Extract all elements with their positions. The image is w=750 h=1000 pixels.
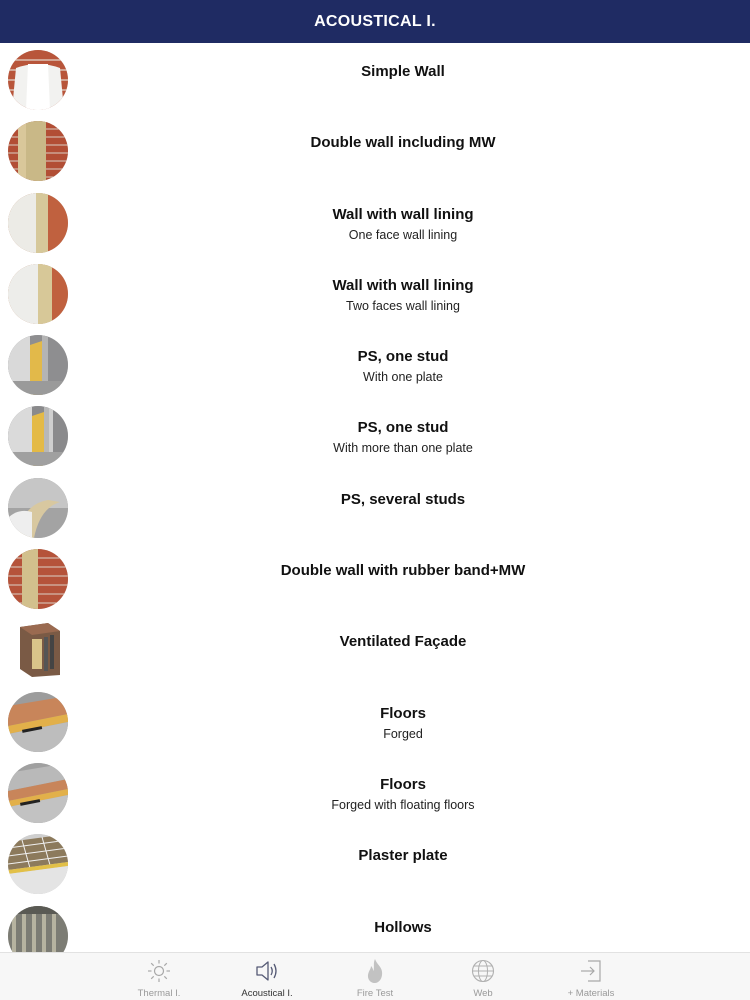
item-subtitle: With one plate [363,370,443,385]
item-title: Wall with wall lining [332,276,474,294]
tab-acoustical[interactable] [213,953,321,1000]
construction-list[interactable] [0,43,750,952]
tab-bar [0,952,750,1000]
sun-icon [145,957,173,985]
item-subtitle: Forged with floating floors [331,797,475,812]
item-title: Double wall with rubber band+MW [280,562,526,580]
flame-icon [361,957,389,985]
tab-thermal[interactable] [105,953,213,1000]
list-item-floors-forged[interactable] [0,685,750,756]
item-subtitle: Forged [383,726,423,741]
tab-materials[interactable] [537,953,645,1000]
list-item-hollows[interactable] [0,899,750,952]
item-title: Double wall including MW [310,134,496,152]
list-item-wall-lining-one-face[interactable] [0,186,750,257]
list-item-floors-floating[interactable] [0,756,750,827]
tab-label: Fire Test [356,988,394,999]
globe-icon [469,957,497,985]
list-item-double-wall[interactable] [0,114,750,185]
item-subtitle: With more than one plate [333,441,473,456]
list-item-plaster-plate[interactable] [0,827,750,898]
item-title: Plaster plate [358,847,448,865]
tab-web[interactable] [429,953,537,1000]
item-title: Hollows [374,918,432,936]
tab-label: Thermal I. [137,988,181,999]
item-title: Floors [380,704,426,722]
list-item-wall-lining-two-faces[interactable] [0,257,750,328]
item-subtitle: One face wall lining [348,227,458,242]
list-item-ps-one-stud-one-plate[interactable] [0,328,750,399]
tab-label: Web [473,988,493,999]
list-item-ventilated-facade[interactable] [0,613,750,684]
tab-fire-test[interactable] [321,953,429,1000]
item-subtitle: Two faces wall lining [346,298,460,313]
list-item-ps-one-stud-more-plates[interactable] [0,399,750,470]
header-bar [0,0,750,43]
tab-label: + Materials [567,988,615,999]
exit-icon [577,957,605,985]
list-item-double-wall-rubber-band[interactable] [0,542,750,613]
tab-label: Acoustical I. [241,988,293,999]
item-title: PS, several studs [340,490,466,508]
item-title: Simple Wall [361,63,445,80]
speaker-icon [253,957,281,985]
item-title: PS, one stud [357,419,449,437]
list-item-ps-several-studs[interactable] [0,471,750,542]
list-item-simple-wall[interactable] [0,43,750,114]
item-title: Floors [380,775,426,793]
page-title: ACOUSTICAL I. [314,12,436,30]
item-title: PS, one stud [357,348,449,366]
item-title: Ventilated Façade [339,633,467,651]
item-title: Wall with wall lining [332,205,474,223]
